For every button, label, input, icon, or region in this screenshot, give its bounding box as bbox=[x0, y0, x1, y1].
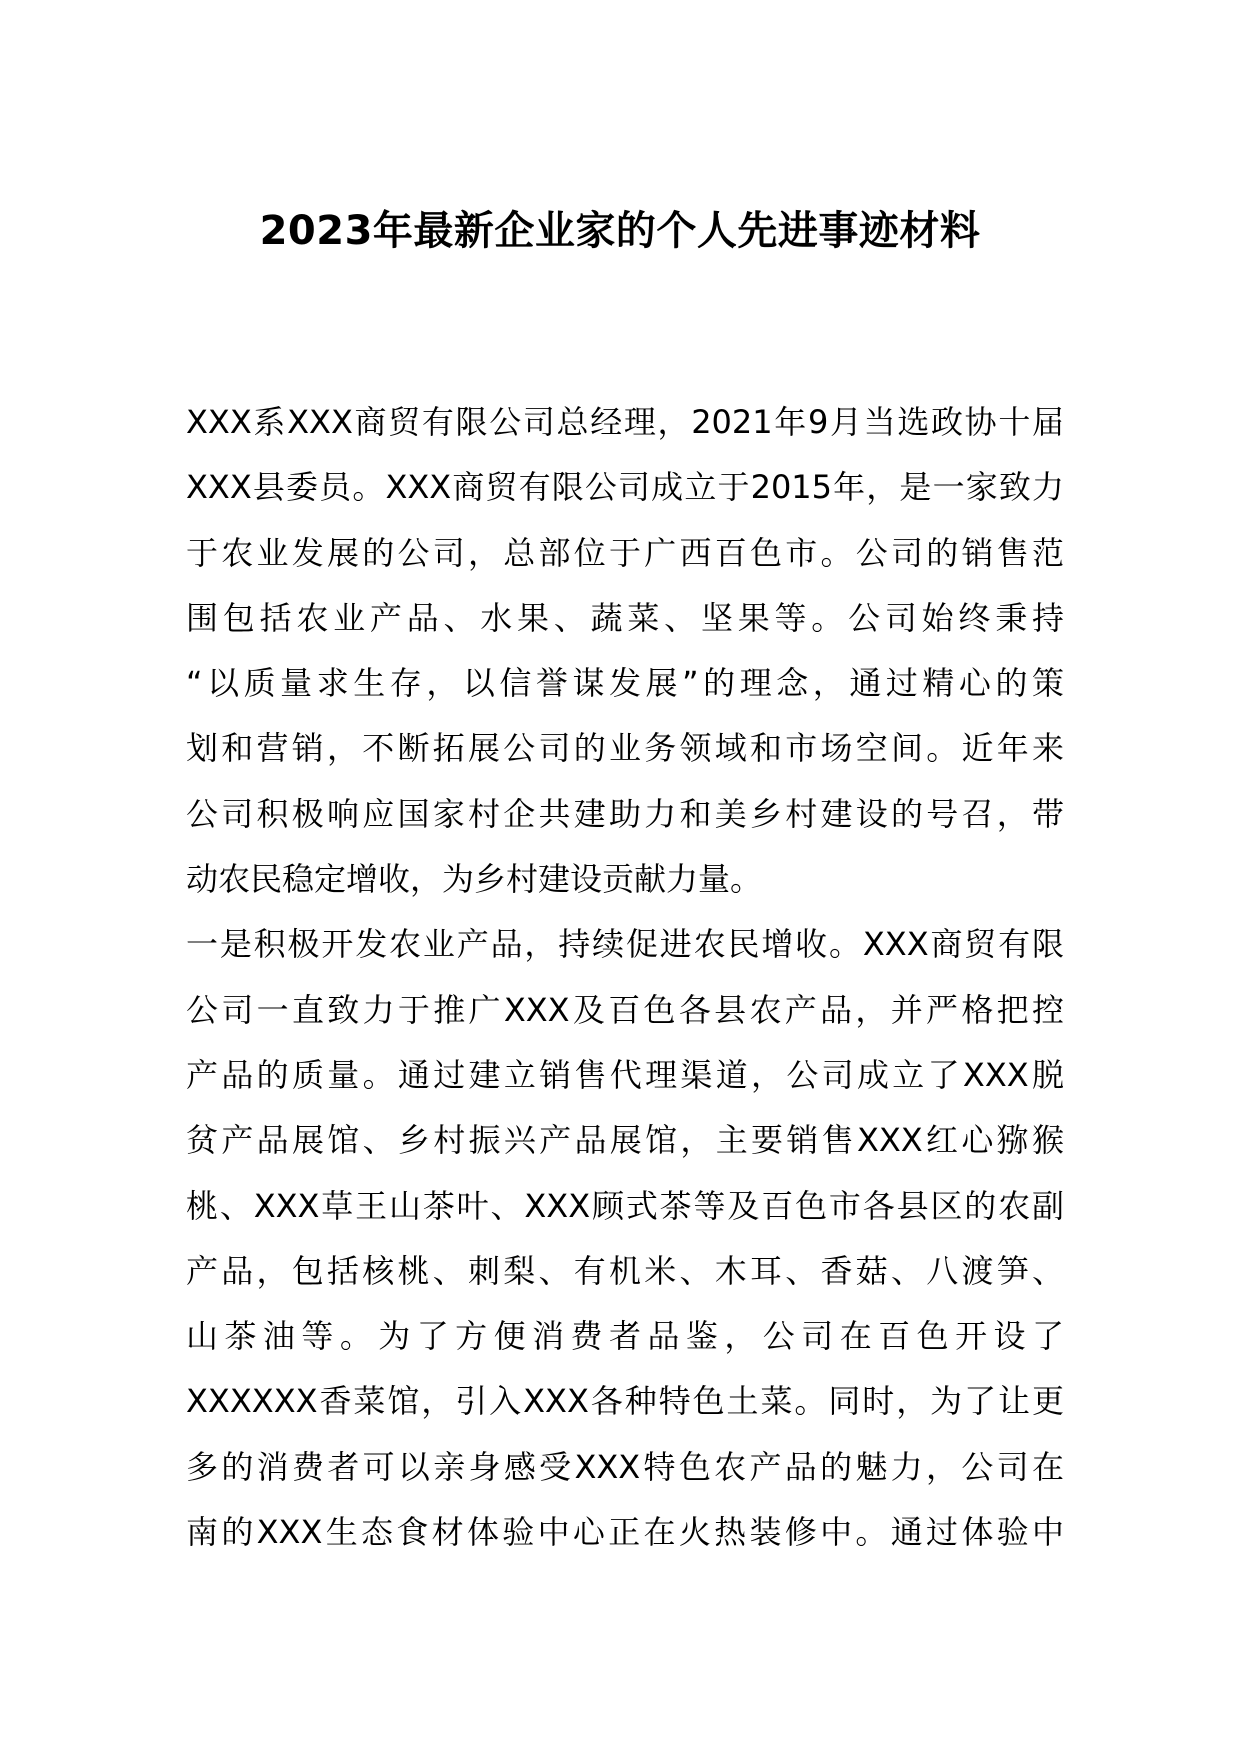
body-line: 围包括农业产品、水果、蔬菜、坚果等。公司始终秉持 bbox=[186, 598, 1064, 637]
body-line: XXX系XXX商贸有限公司总经理，2021年9月当选政协十届 bbox=[186, 403, 1064, 441]
body-line: 山茶油等。为了方便消费者品鉴，公司在百色开设了 bbox=[186, 1317, 1064, 1356]
body-line: 南的XXX生态食材体验中心正在火热装修中。通过体验中 bbox=[186, 1513, 1064, 1552]
body-line: 桃、XXX草王山茶叶、XXX顾式茶等及百色市各县区的农副 bbox=[186, 1186, 1064, 1225]
body-line: XXX县委员。XXX商贸有限公司成立于2015年，是一家致力 bbox=[186, 468, 1064, 507]
body-line: 动农民稳定增收，为乡村建设贡献力量。 bbox=[186, 860, 763, 899]
body-line: 公司积极响应国家村企共建助力和美乡村建设的号召，带 bbox=[186, 794, 1064, 833]
body-line: 产品的质量。通过建立销售代理渠道，公司成立了XXX脱 bbox=[186, 1055, 1064, 1094]
body-line: 多的消费者可以亲身感受XXX特色农产品的魅力，公司在 bbox=[186, 1447, 1064, 1486]
body-line: 于农业发展的公司，总部位于广西百色市。公司的销售范 bbox=[186, 533, 1064, 572]
document-body bbox=[186, 390, 1064, 1565]
body-line: “以质量求生存，以信誉谋发展”的理念，通过精心的策 bbox=[186, 664, 1064, 703]
body-line: 一是积极开发农业产品，持续促进农民增收。XXX商贸有限 bbox=[186, 925, 1064, 964]
body-line: 贫产品展馆、乡村振兴产品展馆，主要销售XXX红心猕猴 bbox=[186, 1121, 1064, 1160]
body-line: 产品，包括核桃、刺梨、有机米、木耳、香菇、八渡笋、 bbox=[186, 1251, 1064, 1290]
body-line: 公司一直致力于推广XXX及百色各县农产品，并严格把控 bbox=[186, 990, 1064, 1029]
body-line: 划和营销，不断拓展公司的业务领域和市场空间。近年来 bbox=[186, 729, 1064, 768]
document-title: 2023年最新企业家的个人先进事迹材料 bbox=[259, 208, 981, 254]
body-line: XXXXXX香菜馆，引入XXX各种特色土菜。同时，为了让更 bbox=[186, 1382, 1064, 1421]
